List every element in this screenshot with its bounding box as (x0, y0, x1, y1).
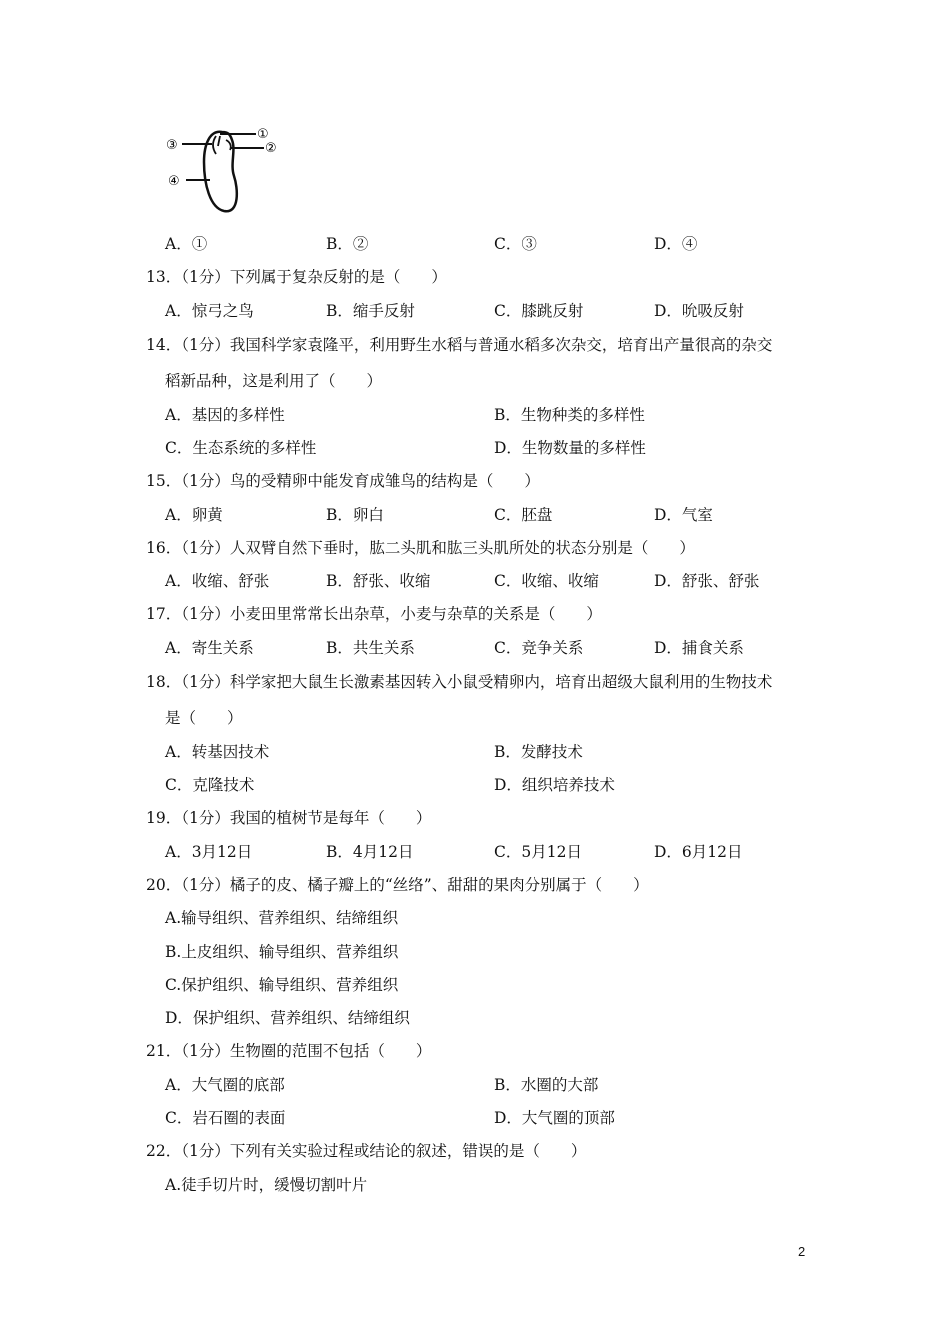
seed-diagram (160, 118, 290, 218)
q15-option-a: A．卵黄 (165, 506, 223, 524)
q19-option-b: B．4月12日 (326, 843, 414, 861)
q14-option-a: A．基因的多样性 (165, 406, 285, 424)
q20-option-a: A.输导组织、营养组织、结缔组织 (165, 909, 399, 927)
q13-stem: 13．（1分）下列属于复杂反射的是（ ） (146, 268, 447, 286)
q12-option-a: A．① (165, 235, 208, 253)
q15-stem: 15．（1分）鸟的受精卵中能发育成雏鸟的结构是（ ） (146, 472, 540, 490)
figure-label-1: ① (257, 127, 269, 142)
q18-option-a: A．转基因技术 (165, 743, 270, 761)
q22-stem: 22．（1分）下列有关实验过程或结论的叙述，错误的是（ ） (146, 1142, 587, 1160)
q18-option-d: D．组织培养技术 (494, 776, 615, 794)
q20-option-c: C.保护组织、输导组织、营养组织 (165, 976, 399, 994)
q16-option-a: A．收缩、舒张 (165, 572, 270, 590)
q20-option-b: B.上皮组织、输导组织、营养组织 (165, 943, 399, 961)
q13-option-d: D．吮吸反射 (654, 302, 744, 320)
q18-option-b: B．发酵技术 (494, 743, 583, 761)
q12-option-d: D．④ (654, 235, 698, 253)
q21-option-a: A．大气圈的底部 (165, 1076, 285, 1094)
q14-stem-line2: 稻新品种，这是利用了（ ） (165, 372, 383, 390)
q16-option-d: D．舒张、舒张 (654, 572, 760, 590)
figure-label-2: ② (265, 141, 277, 156)
q17-option-a: A．寄生关系 (165, 639, 254, 657)
q12-option-c: C．③ (494, 235, 537, 253)
q14-stem-line1: 14．（1分）我国科学家袁隆平，利用野生水稻与普通水稻多次杂交，培育出产量很高的杂交 (146, 336, 773, 354)
q13-option-a: A．惊弓之鸟 (165, 302, 254, 320)
q19-option-c: C．5月12日 (494, 843, 582, 861)
q17-option-d: D．捕食关系 (654, 639, 744, 657)
figure-label-4: ④ (168, 174, 180, 189)
q20-option-d: D．保护组织、营养组织、结缔组织 (165, 1009, 410, 1027)
q22-option-a: A.徒手切片时，缓慢切割叶片 (165, 1176, 368, 1194)
q14-option-d: D．生物数量的多样性 (494, 439, 646, 457)
q16-stem: 16．（1分）人双臂自然下垂时，肱二头肌和肱三头肌所处的状态分别是（ ） (146, 539, 695, 557)
q16-option-c: C．收缩、收缩 (494, 572, 599, 590)
q18-stem-line2: 是（ ） (165, 709, 243, 727)
q15-option-c: C．胚盘 (494, 506, 553, 524)
q19-stem: 19．（1分）我国的植树节是每年（ ） (146, 809, 432, 827)
q15-option-d: D．气室 (654, 506, 713, 524)
q20-stem: 20．（1分）橘子的皮、橘子瓣上的“丝络”、甜甜的果肉分别属于（ ） (146, 876, 649, 894)
embryo-curve (213, 136, 231, 154)
q14-option-c: C．生态系统的多样性 (165, 439, 317, 457)
q18-stem-line1: 18．（1分）科学家把大鼠生长激素基因转入小鼠受精卵内，培育出超级大鼠利用的生物技术 (146, 673, 773, 691)
q21-option-c: C．岩石圈的表面 (165, 1109, 286, 1127)
q17-option-b: B．共生关系 (326, 639, 415, 657)
q13-option-c: C．膝跳反射 (494, 302, 584, 320)
q21-option-d: D．大气圈的顶部 (494, 1109, 615, 1127)
q13-option-b: B．缩手反射 (326, 302, 415, 320)
q21-stem: 21．（1分）生物圈的范围不包括（ ） (146, 1042, 432, 1060)
q21-option-b: B．水圈的大部 (494, 1076, 599, 1094)
q17-option-c: C．竞争关系 (494, 639, 584, 657)
figure-label-3: ③ (166, 138, 178, 153)
q17-stem: 17．（1分）小麦田里常常长出杂草，小麦与杂草的关系是（ ） (146, 605, 602, 623)
page-number: 2 (798, 1244, 806, 1259)
q12-option-b: B．② (326, 235, 369, 253)
q16-option-b: B．舒张、收缩 (326, 572, 431, 590)
q19-option-a: A．3月12日 (165, 843, 253, 861)
q19-option-d: D．6月12日 (654, 843, 743, 861)
q14-option-b: B．生物种类的多样性 (494, 406, 645, 424)
q15-option-b: B．卵白 (326, 506, 384, 524)
q18-option-c: C．克隆技术 (165, 776, 255, 794)
